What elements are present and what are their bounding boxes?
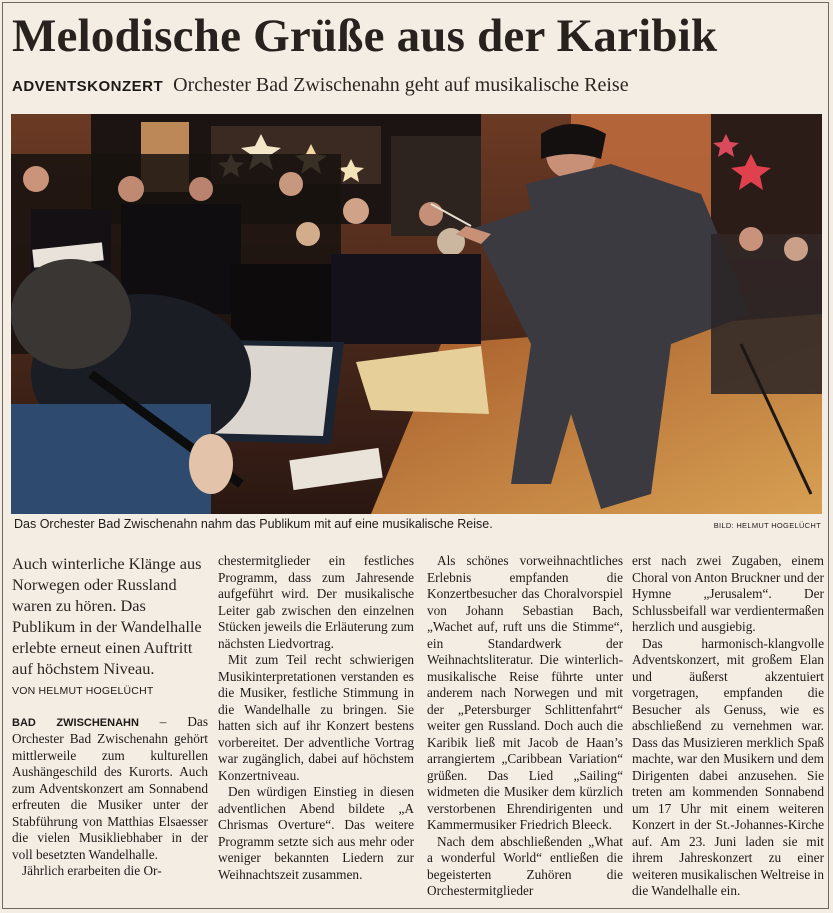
headline: Melodische Grüße aus der Karibik (12, 10, 718, 62)
body-paragraph-2-cont: chestermitglieder ein festliches Programm, dass zum Jahresende aufgeführt wird. Der musikalische Leiter gab zwischen den einzelnen Stücken jeweils die Erläuterung zum nächsten Liedvortrag. (218, 553, 414, 651)
photo-caption: Das Orchester Bad Zwischenahn nahm das Publikum mit auf eine musikalische Reise. (14, 517, 493, 531)
concert-photo (11, 114, 822, 514)
body-paragraph-5: Als schönes vorweihnachtliches Erlebnis empfanden die Konzertbesucher das Choralvorspiel von Johann Sebastian Bach, „Wachet auf, ruft uns die Stimme“, ein Standardwerk der Weihnachtsliteratur. Die winterlich-musikalische Reise führte unter anderem nach Norwegen und mit der „Petersburger Schlittenfahrt“ weiter gen Russland. Doch auch die Karibik ließ mit Jacob de Haan’s arrangiertem „Caribbean Variation“ grüßen. Das Lied „Sailing“ widmeten die Musiker dem kürzlich verstorbenen Ehrendirigenten und Kammermusiker Friedrich Bleeck. (427, 553, 623, 832)
kicker-tag: ADVENTSKONZERT (12, 78, 164, 95)
column-3 (427, 553, 623, 908)
column-1 (12, 553, 208, 908)
dateline: BAD ZWISCHENAHN (12, 716, 139, 729)
column-2 (218, 553, 414, 908)
subheadline: Orchester Bad Zwischenahn geht auf musikalische Reise (173, 74, 629, 96)
body-paragraph-6-cont: erst nach zwei Zugaben, einem Choral von Anton Bruckner und der Hymne „Jerusalem“. Der Schlussbeifall war verdientermaßen herzlich und ausgiebig. (632, 553, 824, 634)
kicker (12, 74, 629, 97)
body-paragraph-6-start: Nach dem abschließenden „What a wonderful World“ entließen die begeisterten Zuhören die Orchestermitglieder (427, 833, 623, 898)
body-paragraph-1: – Das Orchester Bad Zwischenahn gehört mittlerweile zum kulturellen Aushängeschild des Kurorts. Auch zum Adventskonzert am Sonnabend erfreuten die Musiker unter der Stabführung von Matthias Elsaesser die vielen Musikliebhaber in der voll besetzten Wandelhalle. (12, 713, 208, 862)
photo-credit: BILD: HELMUT HOGELÜCHT (713, 521, 821, 530)
body-paragraph-3: Mit zum Teil recht schwierigen Musikinterpretationen verstanden es die Musiker, festliche Stimmung in die Wandelhalle zu bringen. Sie hatten sich auf ihr Konzert bestens vorbereitet. Der adventliche Vortrag war zugänglich, dabei auf höchstem Konzertniveau. (218, 652, 414, 783)
teaser: Auch winterliche Klänge aus Norwegen oder Russland waren zu hören. Das Publikum in der Wandelhalle erlebte erneut einen Auftritt auf höchstem Niveau. (12, 554, 202, 678)
body-paragraph-2-start: Jährlich erarbeiten die Or- (22, 863, 162, 878)
body-paragraph-4: Den würdigen Einstieg in diesen adventlichen Abend bildete „A Chrismas Overture“. Das weitere Programm setzte sich aus mehr oder weniger bekannten Liedern zur Weihnachtszeit zusammen. (218, 784, 414, 882)
byline: VON HELMUT HOGELÜCHT (12, 685, 154, 697)
lead-paragraph (12, 714, 208, 864)
body-paragraph-7: Das harmonisch-klangvolle Adventskonzert, mit großem Elan und äußerst akzentuiert vorgetragen, empfanden die Besucher als Genuss, wie es abschließend zu vernehmen war. Dass das Musizieren merklich Spaß machte, war den Musikern und dem Dirigenten dabei anzusehen. Sie treten am kommenden Sonnabend um 17 Uhr mit einem weiteren Konzert in der St.-Johannes-Kirche auf. Am 23. Juni laden sie mit ihrem Jahreskonzert zu einer weiteren musikalischen Weltreise in die Wandelhalle ein. (632, 635, 824, 898)
column-4 (632, 553, 824, 908)
